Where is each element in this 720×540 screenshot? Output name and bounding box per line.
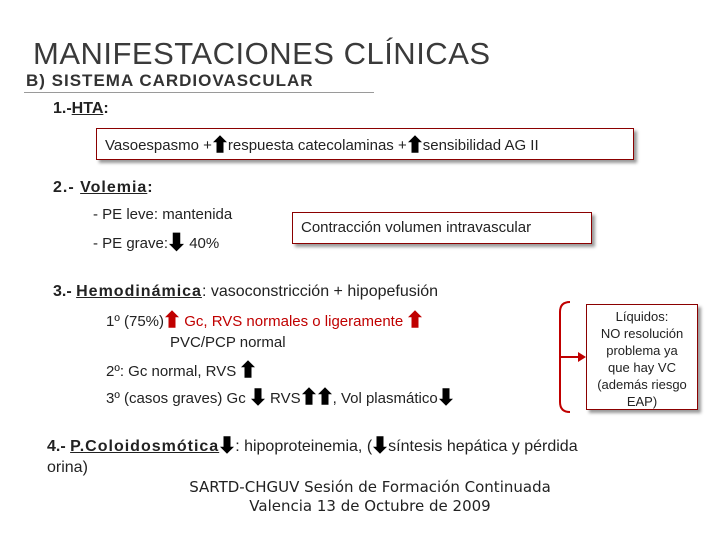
arrow-down-icon — [439, 387, 453, 407]
note-line: EAP) — [626, 394, 658, 409]
hta-box — [96, 128, 634, 160]
section-subtitle: B) SISTEMA CARDIOVASCULAR — [26, 71, 314, 90]
coloidosmotica-line-2: orina) — [47, 459, 88, 476]
note-line: (además riesgo — [597, 377, 687, 392]
note-line: que hay VC — [608, 360, 676, 375]
volemia-heading: 2.- Volemia: — [53, 179, 154, 196]
arrow-up-icon — [408, 135, 422, 153]
title-divider — [24, 92, 374, 93]
volemia-line-2: - PE grave: 40% — [93, 232, 219, 252]
arrow-down-icon — [220, 435, 234, 455]
hta-heading: 1.-HTA: — [53, 100, 109, 117]
footer-line-2: Valencia 13 de Octubre de 2009 — [249, 497, 491, 515]
liquidos-note-box — [586, 304, 698, 410]
volemia-box-text: Contracción volumen intravascular — [301, 219, 532, 236]
arrow-up-icon — [302, 386, 316, 406]
arrow-up-icon — [241, 359, 255, 379]
page-title: MANIFESTACIONES CLÍNICAS — [33, 36, 491, 71]
coloidosmotica-line-1: 4.- P.Coloidosmótica : hipoproteinemia, ( síntesis hepática y pérdida — [47, 435, 578, 456]
arrow-up-icon — [408, 309, 422, 329]
hemo-line-2: PVC/PCP normal — [170, 334, 286, 351]
footer-line-1: SARTD-CHGUV Sesión de Formación Continuada — [189, 478, 551, 496]
note-line: Líquidos: — [615, 309, 669, 324]
hemo-line-3: 2º: Gc normal, RVS — [106, 359, 256, 380]
arrow-up-icon — [213, 135, 227, 153]
arrow-up-icon — [165, 309, 179, 329]
hemo-line-4: 3º (casos graves) Gc RVS , Vol plasmático — [106, 386, 454, 407]
footer — [170, 478, 570, 516]
arrow-up-icon — [318, 386, 332, 406]
bracket-arrow — [548, 300, 588, 414]
hta-box-text: Vasoespasmo + respuesta catecolaminas + sensibilidad AG II — [105, 137, 539, 154]
arrow-down-icon — [251, 387, 265, 407]
note-line: NO resolución — [600, 326, 684, 341]
volemia-box — [292, 212, 592, 244]
note-line: problema ya — [606, 343, 678, 358]
arrow-down-icon — [373, 435, 387, 455]
volemia-line-1: - PE leve: mantenida — [93, 206, 233, 223]
arrow-down-icon — [169, 232, 184, 252]
hemodinamica-heading: 3.- Hemodinámica: vasoconstricción + hipopefusión — [53, 283, 439, 300]
hemo-line-1: 1º (75%) Gc, RVS normales o ligeramente — [106, 309, 423, 330]
